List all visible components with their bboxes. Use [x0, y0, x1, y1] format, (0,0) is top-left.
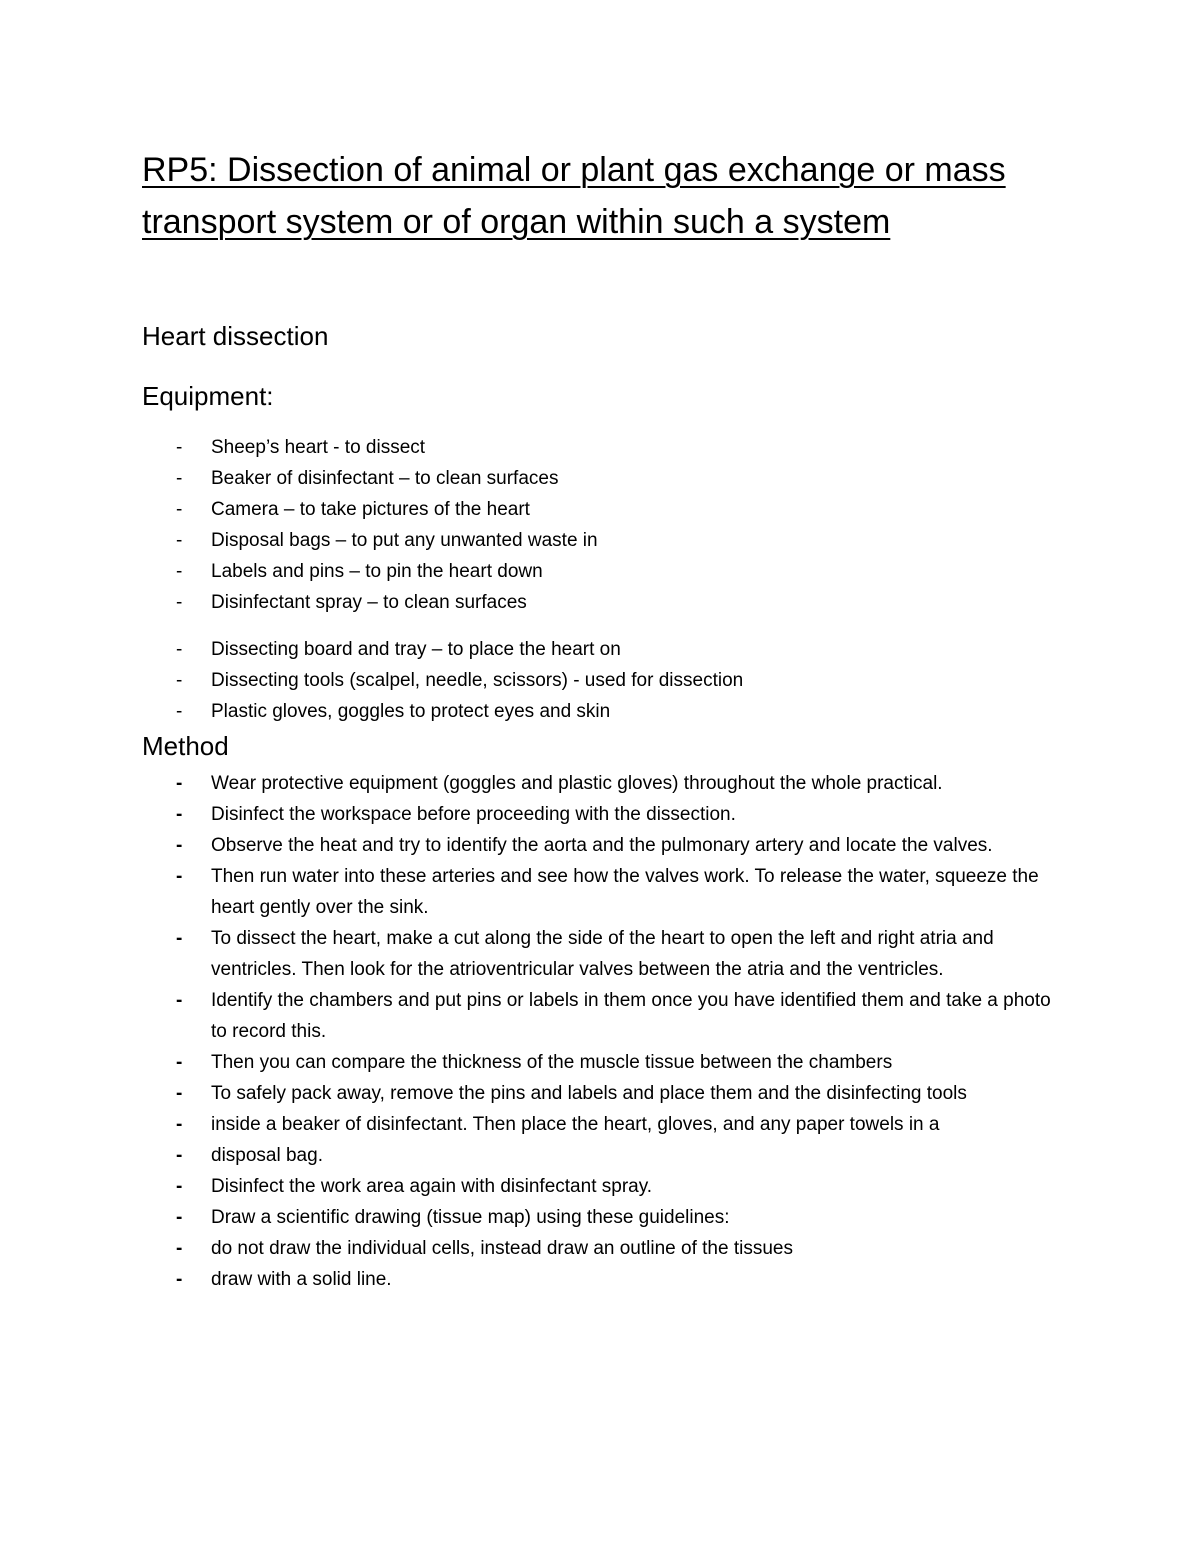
- bullet-dash: -: [176, 437, 183, 458]
- bullet-dash: -: [176, 1269, 183, 1290]
- method-step-text: Then you can compare the thickness of the muscle tissue between the chambers: [211, 1052, 893, 1073]
- bullet-dash: -: [176, 1114, 183, 1135]
- list-item: [0, 1171, 1061, 1202]
- equipment-item-text: Dissecting board and tray – to place the heart on: [211, 639, 621, 660]
- method-step-text: Disinfect the workspace before proceeding with the dissection.: [211, 804, 736, 825]
- bullet-dash: -: [176, 1145, 183, 1166]
- list-item: [0, 799, 1061, 830]
- bullet-dash: -: [176, 1052, 183, 1073]
- list-item: [0, 1047, 1061, 1078]
- bullet-dash: -: [176, 1083, 183, 1104]
- bullet-dash: -: [176, 773, 183, 794]
- method-step-text: inside a beaker of disinfectant. Then place the heart, gloves, and any paper towels in a: [211, 1114, 940, 1135]
- list-item: [0, 1202, 1061, 1233]
- method-step-text: To dissect the heart, make a cut along the side of the heart to open the left and right atria and ventricles. Then look for the atrioventricular valves between the atria and the ventricles.: [211, 928, 994, 980]
- list-item: [0, 1233, 1061, 1264]
- bullet-dash: -: [176, 1207, 183, 1228]
- bullet-dash: -: [176, 670, 183, 691]
- method-step-text: disposal bag.: [211, 1145, 323, 1166]
- list-item: [0, 665, 1061, 696]
- section-heading-equipment: Equipment:: [142, 381, 274, 411]
- method-step-text: Wear protective equipment (goggles and plastic gloves) throughout the whole practical.: [211, 773, 943, 794]
- list-item: [0, 1109, 1061, 1140]
- list-item: [0, 1140, 1061, 1171]
- equipment-item-text: Dissecting tools (scalpel, needle, scissors) - used for dissection: [211, 670, 744, 691]
- equipment-item-text: Labels and pins – to pin the heart down: [211, 561, 543, 582]
- list-item: [0, 1078, 1061, 1109]
- list-item: [0, 861, 1061, 923]
- bullet-dash: -: [176, 530, 183, 551]
- bullet-dash: -: [176, 701, 183, 722]
- method-step-text: Draw a scientific drawing (tissue map) using these guidelines:: [211, 1207, 730, 1228]
- bullet-dash: -: [176, 592, 183, 613]
- method-step-text: Disinfect the work area again with disinfectant spray.: [211, 1176, 653, 1197]
- list-item: [0, 768, 1061, 799]
- equipment-item-text: Disposal bags – to put any unwanted waste in: [211, 530, 598, 551]
- bullet-dash: -: [176, 928, 183, 949]
- method-step-text: Observe the heat and try to identify the aorta and the pulmonary artery and locate the valves.: [211, 835, 993, 856]
- bullet-dash: -: [176, 866, 183, 887]
- list-item: [0, 432, 1061, 463]
- method-step-text: To safely pack away, remove the pins and labels and place them and the disinfecting tools: [211, 1083, 967, 1104]
- method-step-text: Identify the chambers and put pins or labels in them once you have identified them and take a photo to record this.: [211, 990, 1051, 1042]
- section-heading-heart-dissection: Heart dissection: [142, 321, 329, 351]
- method-step-text: draw with a solid line.: [211, 1269, 392, 1290]
- bullet-dash: -: [176, 499, 183, 520]
- bullet-dash: -: [176, 990, 183, 1011]
- list-item: [0, 830, 1061, 861]
- method-step-text: do not draw the individual cells, instead draw an outline of the tissues: [211, 1238, 793, 1259]
- equipment-item-text: Disinfectant spray – to clean surfaces: [211, 592, 527, 613]
- equipment-item-text: Beaker of disinfectant – to clean surfaces: [211, 468, 559, 489]
- equipment-item-text: Sheep’s heart - to dissect: [211, 437, 426, 458]
- document-title: RP5: Dissection of animal or plant gas exchange or mass transport system or of organ within such a system: [142, 151, 1006, 241]
- equipment-item-text: Plastic gloves, goggles to protect eyes and skin: [211, 701, 611, 722]
- list-item: [0, 985, 1061, 1047]
- list-item: [0, 587, 1061, 618]
- method-steps-list: [0, 768, 1200, 1295]
- list-item: [0, 923, 1061, 985]
- bullet-dash: -: [176, 835, 183, 856]
- equipment-list-1: [0, 432, 1200, 618]
- bullet-dash: -: [176, 1176, 183, 1197]
- list-item: [0, 525, 1061, 556]
- list-item: [0, 494, 1061, 525]
- equipment-list-2: [0, 634, 1200, 727]
- method-step-text: Then run water into these arteries and see how the valves work. To release the water, squeeze the heart gently over the sink.: [211, 866, 1039, 918]
- list-item: [0, 1264, 1061, 1295]
- list-item: [0, 556, 1061, 587]
- bullet-dash: -: [176, 468, 183, 489]
- bullet-dash: -: [176, 639, 183, 660]
- list-item: [0, 696, 1061, 727]
- section-heading-method: Method: [142, 731, 229, 761]
- list-item: [0, 634, 1061, 665]
- bullet-dash: -: [176, 804, 183, 825]
- equipment-item-text: Camera – to take pictures of the heart: [211, 499, 530, 520]
- bullet-dash: -: [176, 1238, 183, 1259]
- list-item: [0, 463, 1061, 494]
- bullet-dash: -: [176, 561, 183, 582]
